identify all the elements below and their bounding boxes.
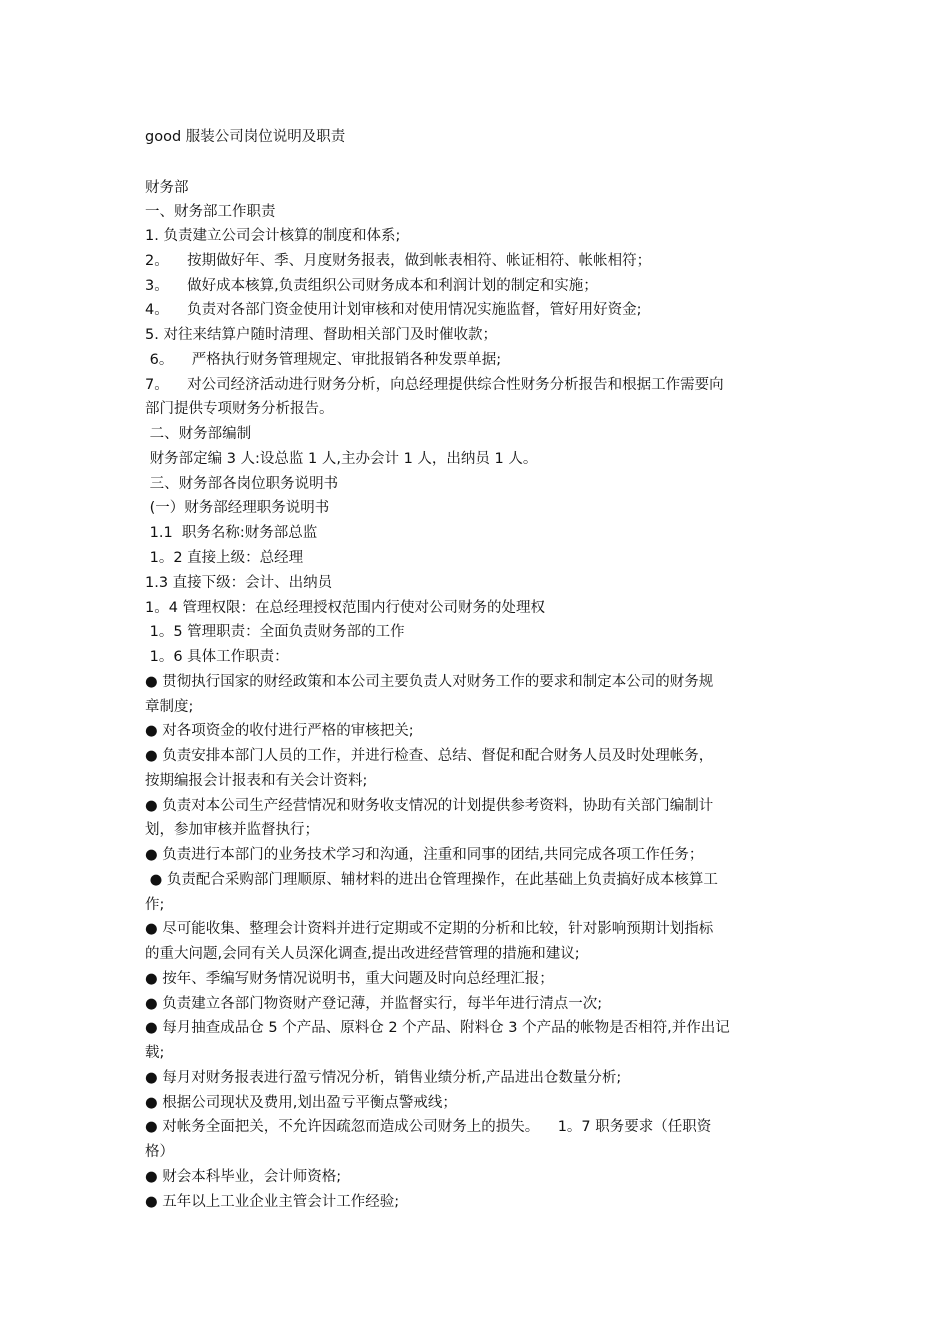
text-line: 划，参加审核并监督执行； bbox=[145, 822, 319, 838]
text-line: ● 尽可能收集、整理会计资料并进行定期或不定期的分析和比较，针对影响预期计划指标 bbox=[145, 921, 714, 937]
text-line: 按期编报会计报表和有关会计资料; bbox=[145, 773, 368, 789]
text-line: ● 负责建立各部门物资财产登记薄，并监督实行，每半年进行清点一次; bbox=[145, 996, 603, 1012]
text-line: ● 对各项资金的收付进行严格的审核把关; bbox=[145, 723, 414, 739]
text-line: 1.3 直接下级：会计、出纳员 bbox=[145, 575, 333, 591]
text-line: ● 负责配合采购部门理顺原、辅材料的进出仓管理操作，在此基础上负责搞好成本核算工 bbox=[145, 872, 718, 888]
text-line: 作; bbox=[145, 897, 165, 913]
text-line: 章制度; bbox=[145, 699, 194, 715]
text-line: ● 负责安排本部门人员的工作，并进行检查、总结、督促和配合财务人员及时处理帐务， bbox=[145, 748, 714, 764]
text-line: 一、财务部工作职责 bbox=[145, 204, 276, 220]
text-line: 3。 做好成本核算,负责组织公司财务成本和利润计划的制定和实施； bbox=[145, 278, 598, 294]
text-line: 1. 负责建立公司会计核算的制度和体系; bbox=[145, 228, 401, 244]
text-line: 三、财务部各岗位职务说明书 bbox=[145, 476, 339, 492]
text-line: 格） bbox=[145, 1144, 174, 1160]
text-line: ● 负责进行本部门的业务技术学习和沟通，注重和同事的团结,共同完成各项工作任务； bbox=[145, 847, 704, 863]
text-line: 财务部定编 3 人:设总监 1 人,主办会计 1 人，出纳员 1 人。 bbox=[145, 451, 538, 467]
text-line: ● 按年、季编写财务情况说明书，重大问题及时向总经理汇报； bbox=[145, 971, 554, 987]
text-line: 1。5 管理职责：全面负责财务部的工作 bbox=[145, 624, 405, 640]
text-line: 二、财务部编制 bbox=[145, 426, 252, 442]
doc-title: good 服装公司岗位说明及职责 bbox=[145, 129, 346, 145]
text-line: 部门提供专项财务分析报告。 bbox=[145, 401, 334, 417]
text-line: ● 对帐务全面把关，不允许因疏忽而造成公司财务上的损失。 1。7 职务要求（任职资 bbox=[145, 1119, 712, 1135]
text-line: ● 贯彻执行国家的财经政策和本公司主要负责人对财务工作的要求和制定本公司的财务规 bbox=[145, 674, 714, 690]
text-line: 1。6 具体工作职责： bbox=[145, 649, 289, 665]
text-line: 载; bbox=[145, 1045, 165, 1061]
text-line: 的重大问题,会同有关人员深化调查,提出改进经营管理的措施和建议; bbox=[145, 946, 580, 962]
text-line: ● 每月对财务报表进行盈亏情况分析，销售业绩分析,产品进出仓数量分析; bbox=[145, 1070, 622, 1086]
text-line: 1。2 直接上级：总经理 bbox=[145, 550, 304, 566]
text-line: 4。 负责对各部门资金使用计划审核和对使用情况实施监督，管好用好资金; bbox=[145, 302, 642, 318]
document-page bbox=[145, 0, 810, 1344]
text-line: 1。4 管理权限：在总经理授权范围内行使对公司财务的处理权 bbox=[145, 600, 546, 616]
text-line: 7。 对公司经济活动进行财务分析，向总经理提供综合性财务分析报告和根据工作需要向 bbox=[145, 377, 724, 393]
text-line: ● 根据公司现状及费用,划出盈亏平衡点警戒线； bbox=[145, 1095, 457, 1111]
text-line: 6。 严格执行财务管理规定、审批报销各种发票单据; bbox=[145, 352, 502, 368]
text-line: ● 每月抽查成品仓 5 个产品、原料仓 2 个产品、附料仓 3 个产品的帐物是否相符,并作出记 bbox=[145, 1020, 730, 1036]
text-line: ● 五年以上工业企业主管会计工作经验; bbox=[145, 1194, 400, 1210]
text-line: (一）财务部经理职务说明书 bbox=[145, 500, 330, 516]
text-line: ● 负责对本公司生产经营情况和财务收支情况的计划提供参考资料，协助有关部门编制计 bbox=[145, 798, 714, 814]
text-line: ● 财会本科毕业，会计师资格; bbox=[145, 1169, 342, 1185]
text-line: 1.1 职务名称:财务部总监 bbox=[145, 525, 318, 541]
text-line: 5. 对往来结算户随时清理、督助相关部门及时催收款； bbox=[145, 327, 497, 343]
text-line: 2。 按期做好年、季、月度财务报表，做到帐表相符、帐证相符、帐帐相符； bbox=[145, 253, 652, 269]
section-heading: 财务部 bbox=[145, 180, 189, 196]
